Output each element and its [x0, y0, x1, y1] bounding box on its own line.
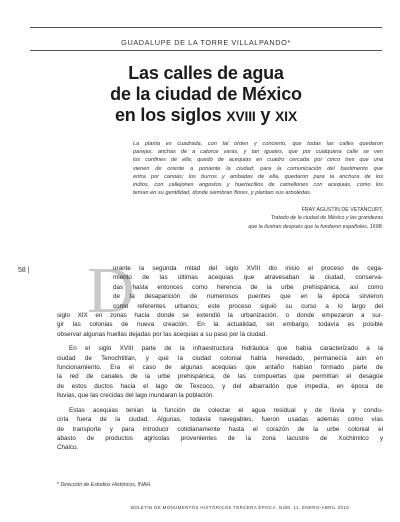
epigraph-attribution: [200, 206, 383, 231]
paragraph-1: [57, 264, 383, 339]
epigraph-line: vienen de oriente a poniente la ciudad; para la comunicación del bastimento que: [133, 165, 383, 172]
epigraph-line: entra por canoas; los burros y ambadas de ella, quedaron para la anchura de los: [133, 173, 383, 180]
attribution-work-line-1: Tratado de la ciudad de México y las grandezas: [270, 215, 383, 222]
title-line-3: [30, 105, 382, 127]
epigraph-line: los confines de ella; quedó de acequias en cuadro cercada por cinco tres que una: [133, 157, 383, 164]
drop-cap: D: [87, 254, 135, 327]
body-line: observar algunas huellas dejadas por las acequias a su paso por la ciudad.: [57, 330, 268, 338]
body-line: cirla fuera de la ciudad. Algunas, todavía navegables, fueron usadas además como vías: [57, 416, 383, 424]
article-title: [30, 63, 382, 127]
footnote-label: Dirección de Estudios Históricos: [60, 482, 135, 488]
journal-footer: BOLETÍN DE MONUMENTOS HISTÓRICOS TERCERA ÉPOCA, NÚM. 11, ENERO-ABRIL 2010: [130, 505, 350, 510]
epigraph: [133, 140, 383, 197]
attribution-name: FRAY AGUSTÍN DE VETANCURT,: [301, 207, 383, 213]
footnote-suffix: , INAH.: [134, 482, 152, 488]
body-line: urante la segunda mitad del siglo XVIII dio inicio el proceso de cega-: [113, 265, 383, 272]
body-line: como referentes urbanos; este proceso siguió su curso a lo largo del: [113, 302, 383, 310]
body-line: abasto de productos agrícolas provenientes de la zona lacustre de Xochimilco y: [57, 434, 383, 442]
body-line: miento de las últimas acequias que atravesaban la ciudad, conserva-: [113, 274, 383, 282]
attribution-work-line-2: que la ilustran después que la fundaron españoles, 1698.: [248, 223, 383, 230]
footnote: [57, 482, 152, 488]
epigraph-line: indios, con callejones angostos y huertecillos de camellones con acequias, como los: [133, 182, 383, 189]
epigraph-line: parejas, anchas de a catorce varas, y tan iguales, que por cualquiera calle se ven: [133, 149, 383, 156]
author-name: GUADALUPE DE LA TORRE VILLALPANDO*: [121, 38, 291, 47]
body-line: das hasta entonces como herencia de la urbe prehispánica, así como: [113, 283, 383, 291]
body-line: En el siglo XVIII parte de la infraestructura hidráulica que había caracterizado a la: [69, 345, 383, 353]
top-rule: [30, 27, 382, 28]
body-line: la red de canales de la urbe prehispánica, de las compuertas que permitían el desagüe: [57, 373, 383, 381]
page-number: 58 |: [18, 267, 30, 274]
title-line-2: de la ciudad de México: [110, 84, 302, 104]
body-line: ciudad de Tenochtitlan, y que la ciudad colonial había heredado, permanecía aún en: [57, 354, 383, 362]
body-line: de estos ductos hacia el lago de Texcoco, y del albarradón que impedía, en época de: [57, 382, 383, 390]
author-rule: [30, 50, 382, 51]
epigraph-line: La planta es cuadrada, con tal orden y concierto, que todas las calles quedaron: [133, 141, 383, 147]
title-line-3-prefix: en los siglos: [115, 105, 227, 125]
body-line: gir las colonias de nueva creación. En la actualidad, sin embargo, todavía es posible: [57, 321, 383, 329]
paragraph-2: [57, 344, 383, 400]
body-line: lluvias, que las crecidas del lago inundaran la población.: [57, 392, 215, 400]
article-body: [57, 264, 383, 453]
footnote-marker: *: [57, 482, 61, 488]
epigraph-line: tenían en su gentilidad, donde siembran flores, y plantan sus arboledas.: [133, 190, 312, 197]
paragraph-3: [57, 406, 383, 453]
body-line: siglo XIX en zonas hacia donde se extendió la urbanización, o donde empezaron a sur-: [57, 312, 383, 320]
body-line: Estas acequias tenían la función de colectar el agua residual y de lluvia y condu-: [69, 406, 383, 414]
title-line-3-mid: y: [255, 105, 276, 125]
body-line: funcionamiento. Era el caso de algunas acequias que antaño habían formado parte de: [57, 364, 383, 372]
title-line-1: Las calles de agua: [128, 63, 284, 83]
title-century-2: XIX: [275, 108, 297, 124]
body-line: de la desaparición de numerosos puentes que en la época sirvieron: [113, 293, 383, 301]
body-line: de transporte y para introducir cotidianamente hasta el corazón de la urbe colonial el: [57, 425, 383, 433]
body-line: Chalco.: [57, 444, 79, 452]
title-century-1: XVIII: [226, 108, 256, 124]
